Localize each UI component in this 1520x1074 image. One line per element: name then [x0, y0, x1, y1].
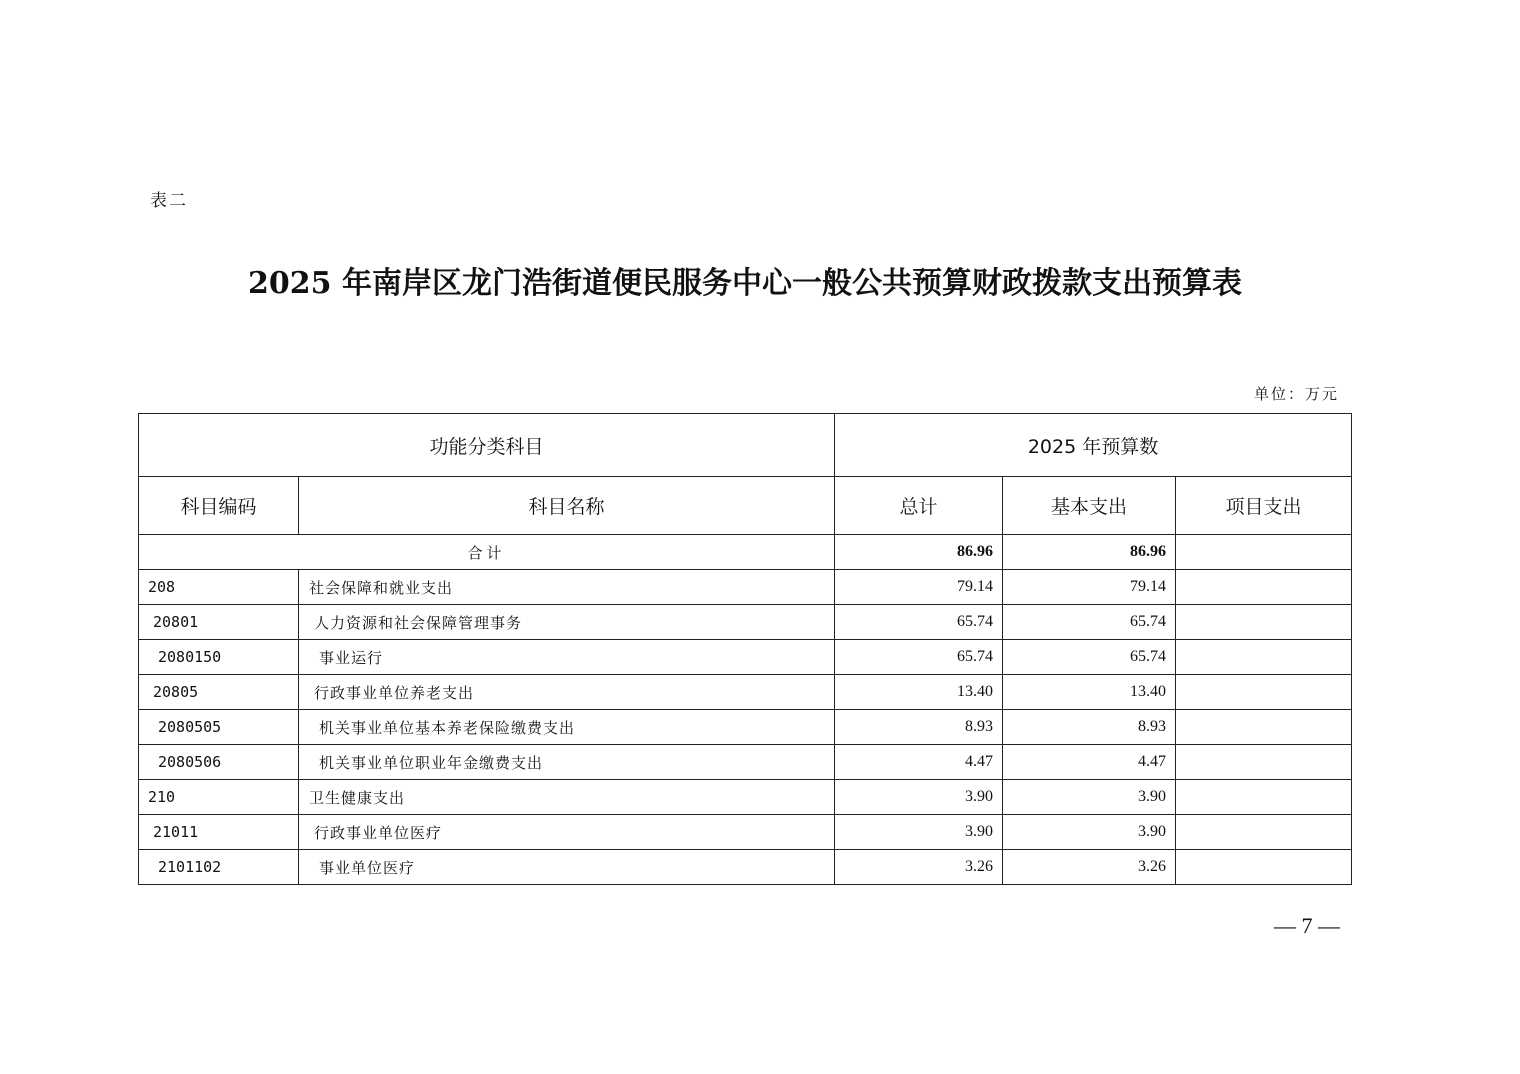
total-row-project [1176, 535, 1352, 570]
row-total: 65.74 [835, 640, 1003, 675]
row-total: 4.47 [835, 745, 1003, 780]
row-total: 3.90 [835, 780, 1003, 815]
row-project [1176, 640, 1352, 675]
row-basic: 13.40 [1003, 675, 1176, 710]
table-row [139, 850, 1352, 885]
document-title: 2025 年南岸区龙门浩街道便民服务中心一般公共预算财政拨款支出预算表 [248, 266, 1242, 301]
row-project [1176, 850, 1352, 885]
total-row [139, 535, 1352, 570]
row-project [1176, 815, 1352, 850]
row-name: 卫生健康支出 [299, 780, 835, 815]
table-row [139, 710, 1352, 745]
table-row [139, 605, 1352, 640]
row-code: 2101102 [139, 850, 299, 885]
row-basic: 3.90 [1003, 815, 1176, 850]
row-code: 208 [139, 570, 299, 605]
row-code: 2080150 [139, 640, 299, 675]
unit-label: 单位：万元 [1253, 385, 1339, 403]
row-project [1176, 675, 1352, 710]
row-project [1176, 570, 1352, 605]
row-code: 2080505 [139, 710, 299, 745]
table-row [139, 640, 1352, 675]
row-project [1176, 710, 1352, 745]
row-code: 21011 [139, 815, 299, 850]
row-total: 8.93 [835, 710, 1003, 745]
table-row [139, 745, 1352, 780]
row-name: 事业单位医疗 [299, 850, 835, 885]
row-project [1176, 605, 1352, 640]
total-row-total: 86.96 [835, 535, 1003, 570]
table-row [139, 570, 1352, 605]
budget-table [138, 413, 1352, 885]
row-name: 机关事业单位基本养老保险缴费支出 [299, 710, 835, 745]
table-row [139, 675, 1352, 710]
total-row-label: 合计 [139, 535, 835, 570]
row-basic: 65.74 [1003, 605, 1176, 640]
row-name: 行政事业单位医疗 [299, 815, 835, 850]
row-basic: 65.74 [1003, 640, 1176, 675]
row-total: 65.74 [835, 605, 1003, 640]
row-code: 210 [139, 780, 299, 815]
row-project [1176, 745, 1352, 780]
row-basic: 3.26 [1003, 850, 1176, 885]
row-total: 79.14 [835, 570, 1003, 605]
row-code: 2080506 [139, 745, 299, 780]
column-header-total: 总计 [835, 477, 1003, 535]
row-total: 3.90 [835, 815, 1003, 850]
row-name: 人力资源和社会保障管理事务 [299, 605, 835, 640]
group-header-budget-2025: 2025 年预算数 [835, 414, 1352, 477]
row-basic: 3.90 [1003, 780, 1176, 815]
row-project [1176, 780, 1352, 815]
row-basic: 79.14 [1003, 570, 1176, 605]
row-total: 13.40 [835, 675, 1003, 710]
table-column-header-row [139, 477, 1352, 535]
table-row [139, 780, 1352, 815]
row-total: 3.26 [835, 850, 1003, 885]
table-group-header-row [139, 414, 1352, 477]
row-name: 事业运行 [299, 640, 835, 675]
row-code: 20801 [139, 605, 299, 640]
table-label: 表二 [150, 191, 188, 211]
group-header-function-category: 功能分类科目 [139, 414, 835, 477]
row-name: 机关事业单位职业年金缴费支出 [299, 745, 835, 780]
row-name: 行政事业单位养老支出 [299, 675, 835, 710]
row-basic: 4.47 [1003, 745, 1176, 780]
column-header-basic: 基本支出 [1003, 477, 1176, 535]
column-header-name: 科目名称 [299, 477, 835, 535]
page-number: — 7 — [1274, 913, 1340, 938]
column-header-code: 科目编码 [139, 477, 299, 535]
total-row-basic: 86.96 [1003, 535, 1176, 570]
table-row [139, 815, 1352, 850]
row-code: 20805 [139, 675, 299, 710]
row-name: 社会保障和就业支出 [299, 570, 835, 605]
row-basic: 8.93 [1003, 710, 1176, 745]
column-header-project: 项目支出 [1176, 477, 1352, 535]
